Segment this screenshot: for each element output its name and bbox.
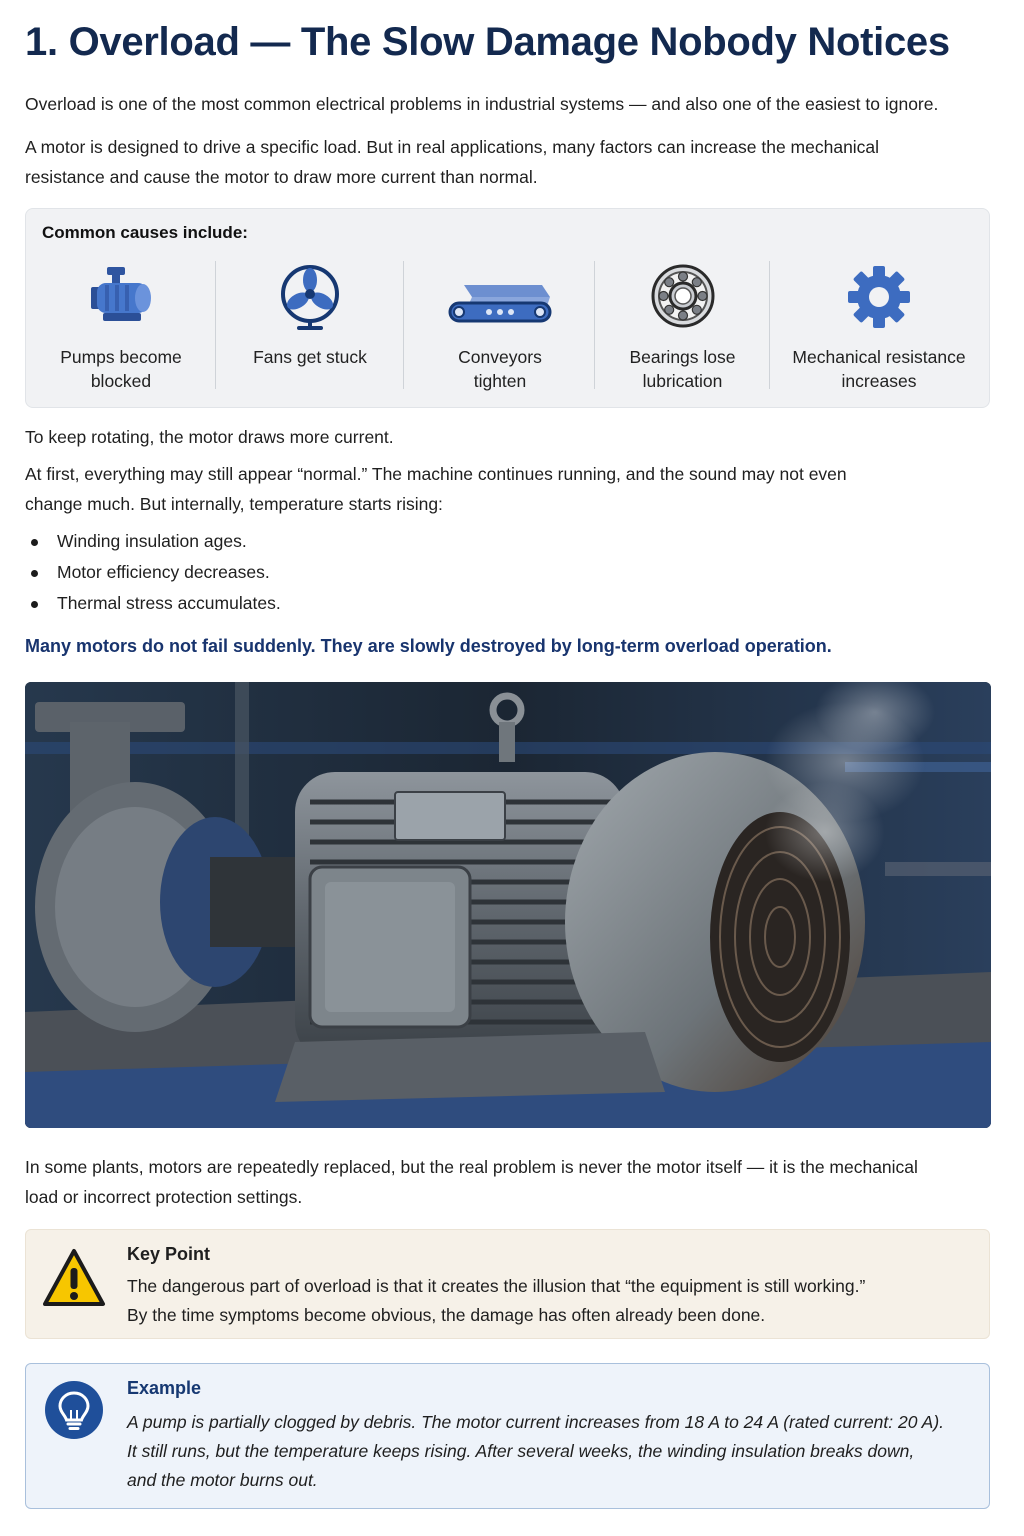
key-point-line-2: By the time symptoms become obvious, the damage has often already been done.: [127, 1305, 766, 1325]
example-text: [127, 1408, 972, 1495]
bearing-icon: [648, 263, 718, 333]
intro-paragraph-1: Overload is one of the most common electrical problems in industrial systems — and also one of the easiest to ignore.: [25, 94, 939, 114]
cause-mechanical-resistance: [770, 259, 988, 394]
intro-paragraph-2: [25, 132, 1000, 192]
key-point-callout: [25, 1229, 990, 1339]
list-item: Motor efficiency decreases.: [25, 557, 281, 588]
list-item: Thermal stress accumulates.: [25, 588, 281, 619]
cause-label-line-1: Mechanical resistance: [792, 347, 966, 367]
cause-bearing: [595, 259, 770, 394]
pump-icon: [83, 263, 159, 333]
cause-label-line-2: increases: [841, 371, 917, 391]
effects-list: [25, 526, 281, 619]
cause-label-line-1: Conveyors: [458, 347, 542, 367]
cause-label-line-2: tighten: [473, 371, 527, 391]
warning-icon: [42, 1248, 106, 1308]
gear-icon: [844, 263, 914, 333]
overheating-motor-photo: [25, 682, 991, 1128]
after-photo-line-2: load or incorrect protection settings.: [25, 1187, 303, 1207]
key-point-line-1: The dangerous part of overload is that it creates the illusion that “the equipment is still working.”: [127, 1276, 866, 1296]
intro-paragraph-2-line-2: resistance and cause the motor to draw more current than normal.: [25, 167, 538, 187]
cause-conveyor: [404, 259, 596, 394]
example-line-1: A pump is partially clogged by debris. The motor current increases from 18 A to 24 A (rated current: 20 A).: [127, 1412, 945, 1432]
body-paragraph-4: [25, 459, 1000, 519]
cause-label-line-1: Bearings lose: [629, 347, 736, 367]
key-point-text: [127, 1272, 977, 1330]
body-paragraph-4-line-2: change much. But internally, temperature starts rising:: [25, 494, 443, 514]
cause-label-line-1: Pumps become: [60, 347, 182, 367]
example-line-2: It still runs, but the temperature keeps rising. After several weeks, the winding insulation breaks down,: [127, 1441, 915, 1461]
example-line-3: and the motor burns out.: [127, 1470, 318, 1490]
after-photo-paragraph: [25, 1152, 1000, 1212]
cause-label-line-2: lubrication: [642, 371, 723, 391]
cause-label-line-1: Fans get stuck: [253, 347, 367, 367]
example-title: Example: [127, 1378, 202, 1398]
cause-fan: [216, 259, 404, 394]
cause-label-line-2: blocked: [90, 371, 152, 391]
intro-paragraph-2-line-1: A motor is designed to drive a specific load. But in real applications, many factors can increase the mechanical: [25, 137, 880, 157]
page-title: 1. Overload — The Slow Damage Nobody Notices: [25, 20, 950, 64]
conveyor-icon: [444, 263, 556, 333]
list-item: Winding insulation ages.: [25, 526, 281, 557]
lightbulb-icon: [44, 1380, 104, 1440]
example-callout: [25, 1363, 990, 1509]
motor-illustration: [25, 682, 991, 1128]
highlight-statement: Many motors do not fail suddenly. They are slowly destroyed by long-term overload operation.: [25, 636, 832, 656]
fan-icon: [275, 263, 345, 333]
body-paragraph-3: To keep rotating, the motor draws more current.: [25, 427, 394, 447]
body-paragraph-4-line-1: At first, everything may still appear “normal.” The machine continues running, and the sound may not even: [25, 464, 847, 484]
common-causes-box: [25, 208, 990, 408]
after-photo-line-1: In some plants, motors are repeatedly replaced, but the real problem is never the motor itself — it is the mechanical: [25, 1157, 918, 1177]
causes-title: Common causes include:: [42, 223, 248, 242]
key-point-title: Key Point: [127, 1244, 211, 1264]
cause-pump: [26, 259, 216, 394]
